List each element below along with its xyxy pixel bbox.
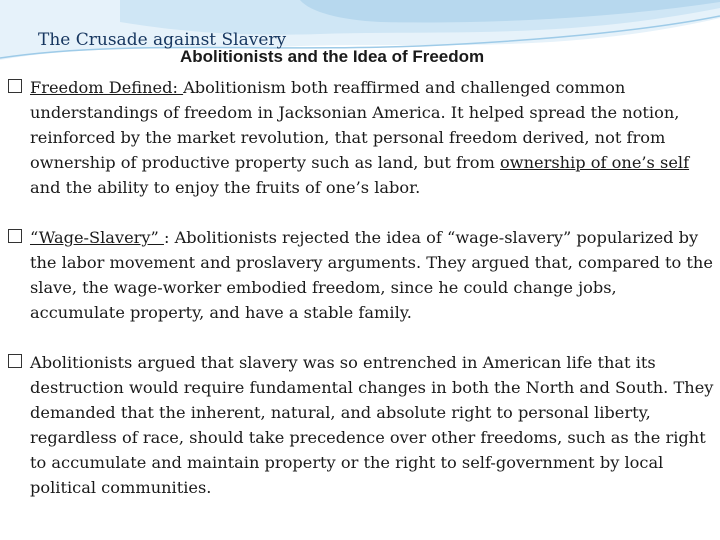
- bullet-item-abolitionists-argued: [8, 350, 716, 500]
- slide-title: Abolitionists and the Idea of Freedom: [180, 47, 485, 66]
- bullet-underlined-text: ownership of one’s self: [500, 153, 690, 172]
- bullet-box-icon: [8, 79, 22, 93]
- bullet-item-wage-slavery: [8, 225, 716, 325]
- bullet-item-freedom-defined: [8, 75, 716, 200]
- bullet-lead: Freedom Defined:: [30, 78, 184, 97]
- bullet-box-icon: [8, 354, 22, 368]
- bullet-lead: “Wage-Slavery”: [30, 228, 164, 247]
- bullet-text: Abolitionists argued that slavery was so entrenched in American life that its destruction would require fundamental changes in both the North and South. They demanded that the inherent, natural, and absolute right to personal liberty, regardless of race, should take precedence over other freedoms, such as the right to accumulate and maintain property or the right to self-government by local political communities.: [30, 353, 714, 497]
- bullet-box-icon: [8, 229, 22, 243]
- bullet-list: [8, 75, 716, 525]
- bullet-text: Abolitionism both reaffirmed and challenged common understandings of freedom in Jacksonian America. It helped spread the notion, reinforced by the market revolution, that personal freedom derived, not from ownership of productive property such as land, but from: [30, 78, 680, 172]
- bullet-text-end: and the ability to enjoy the fruits of one’s labor.: [30, 178, 421, 197]
- bullet-text: : Abolitionists rejected the idea of “wage-slavery” popularized by the labor movement and proslavery arguments. They argued that, compared to the slave, the wage-worker embodied freedom, since he could change jobs, accumulate property, and have a stable family.: [30, 228, 713, 322]
- slide-subtitle: The Crusade against Slavery: [38, 30, 287, 50]
